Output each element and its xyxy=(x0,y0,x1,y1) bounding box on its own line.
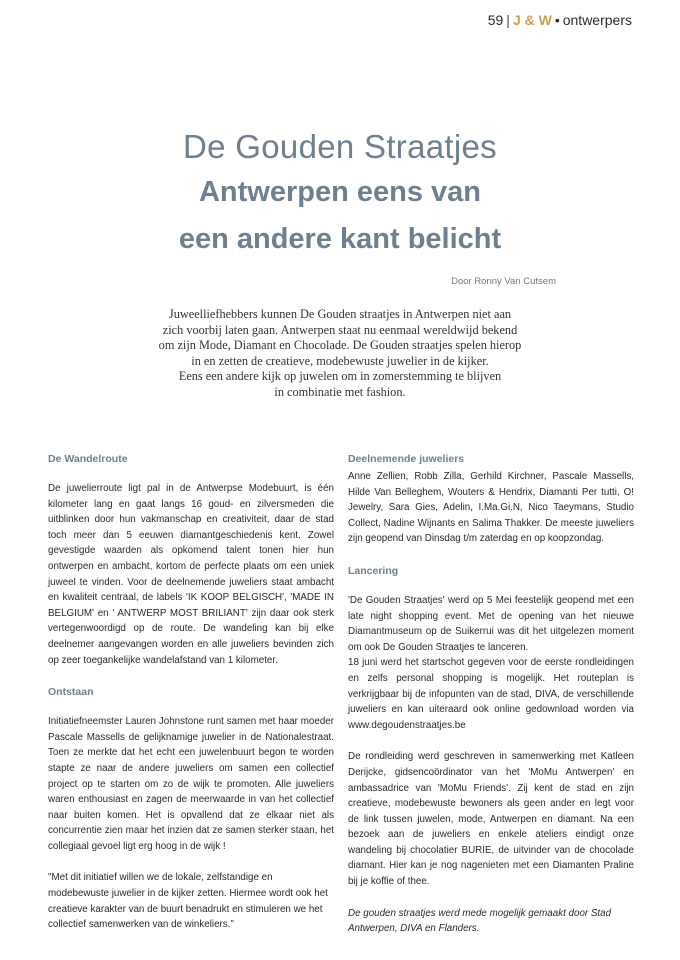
lancering-paragraph-1: 'De Gouden Straatjes' werd op 5 Mei feestelijk geopend met een late night shopping event. Met de opening van het nieuwe Diamantmuseum op de Suikerrui was dit het uitgelezen moment om ook De Gouden Straatjes te lanceren. xyxy=(348,594,634,653)
heading-deelnemende-juweliers: Deelnemende juweliers xyxy=(348,453,465,465)
title-line-3: een andere kant belicht xyxy=(178,223,502,255)
wandelroute-paragraph: De juwelierroute ligt pal in de Antwerpse Modebuurt, is één kilometer lang en gaat langs 16 goud- en zilversmeden die uitblinken door hun vakmanschap en creativiteit, daar de stad toch meer dan 5 eeuwen diamantgeschiedenis kent. Zowel gevestigde waarden als opkomend talent tonen hier hun ontwerpen en ambacht, kortom de perfecte plaats om een uniek juweel te vinden. Voor de deelnemende juweliers staat ambacht en kwaliteit centraal, de labels 'IK KOOP BELGISCH', 'MADE IN BELGIUM' en ' ANTWERP MOST BRILIANT' zijn daar ook sterk vertegenwoordigd op de route. De wandeling kan bij elke deelnemer aangevangen worden en alle juweliers bevinden zich op zeer toegankelijke wandelafstand van 1 kilometer. xyxy=(48,483,334,666)
page-header xyxy=(488,12,632,28)
left-column xyxy=(48,451,334,949)
header-separator: | xyxy=(506,12,510,28)
section-name: ontwerpers xyxy=(562,12,632,28)
intro-line: Juweelliefhebbers kunnen De Gouden straatjes in Antwerpen niet aan xyxy=(168,307,512,321)
intro-line: Eens een andere kijk op juwelen om in zomerstemming te blijven xyxy=(178,369,502,384)
right-column xyxy=(348,451,634,953)
intro-line: in combinatie met fashion. xyxy=(274,384,406,399)
lancering-paragraph-2: 18 juni werd het startschot gegeven voor de eerste rondleidingen en zelfs personal shopping is mogelijk. Het routeplan is verkrijgbaar bij de infopunten van de stad, DIVA, de verschillende juweliers en kan uiteraard ook online gedownload worden via www.degoudenstraatjes.be xyxy=(348,657,634,731)
heading-ontstaan: Ontstaan xyxy=(48,686,94,699)
juweliers-paragraph: Anne Zellien, Robb Zilla, Gerhild Kirchner, Pascale Massells, Hilde Van Belleghem, Wouters & Hendrix, Diamanti Per tutti, O! Jewelry, Sara Gies, Adelin, I.Ma.Gi.N, Nico Taeymans, Studio Collect, Nadine Wijnants en Salima Thakker. De meeste juweliers zijn geopend van Dinsdag t/m zaterdag en op koopzondag. xyxy=(348,471,634,545)
magazine-brand: J & W xyxy=(512,12,552,28)
article-title xyxy=(0,126,680,262)
byline: Door Ronny Van Cutsem xyxy=(451,276,556,287)
intro-line: om zijn Mode, Diamant en Chocolade. De Gouden straatjes spelen hierop xyxy=(158,338,522,353)
page-number: 59 xyxy=(487,12,504,28)
credit-paragraph: De gouden straatjes werd mede mogelijk gemaakt door Stad Antwerpen, DIVA en Flanders. xyxy=(348,907,612,935)
heading-lancering: Lancering xyxy=(348,564,399,577)
ontstaan-paragraph: Initiatiefneemster Lauren Johnstone runt samen met haar moeder Pascale Massells de gelijknamige juwelier in de Nationalestraat. Toen ze merkte dat het echt een juwelenbuurt begon te worden stapte ze naar de andere juweliers om samen een collectief project op te starten om zo de wijk te promoten. Alle juweliers waren enthousiast en zagen de meerwaarde in van het collectief naar buiten komen. Het is opvallend dat ze elkaar niet als concurrentie zien maar het inzien dat ze samen sterker staan, het collegiaal gevoel ligt erg hoog in de wijk ! xyxy=(48,716,334,852)
rondleiding-paragraph: De rondleiding werd geschreven in samenwerking met Katleen Derijcke, gidsencoördinator van het 'MoMu Antwerpen' en ambassadrice van 'MoMu Friends'. Zij kent de stad en zijn creatieve, modebewuste bewoners als geen ander en legt voor de link tussen juwelen, mode, Antwerpen en diamant. Na een bezoek aan de juweliers en enkele ateliers eindigt onze wandeling bij chocolatier BURIE, de uitvinder van de chocolade diamant. Hier kan je nog nagenieten met een Diamanten Praline bij je koffie of thee. xyxy=(348,751,634,888)
intro-line: zich voorbij laten gaan. Antwerpen staat nu eenmaal wereldwijd bekend xyxy=(162,322,518,337)
intro-line: in en zetten de creatieve, modebewuste juwelier in de kijker. xyxy=(191,353,489,368)
title-line-1: De Gouden Straatjes xyxy=(183,128,497,165)
quote-paragraph: "Met dit initiatief willen we de lokale, zelfstandige en modebewuste juwelier in de kijker zetten. Hiermee wordt ook het creatieve karakter van de buurt benadrukt en stimuleren we het collectief samenwerken van de winkeliers." xyxy=(48,872,328,931)
heading-wandelroute: De Wandelroute xyxy=(48,453,128,465)
title-line-2: Antwerpen eens van xyxy=(198,176,482,208)
intro-paragraph xyxy=(120,307,560,401)
header-bullet: • xyxy=(554,12,560,28)
